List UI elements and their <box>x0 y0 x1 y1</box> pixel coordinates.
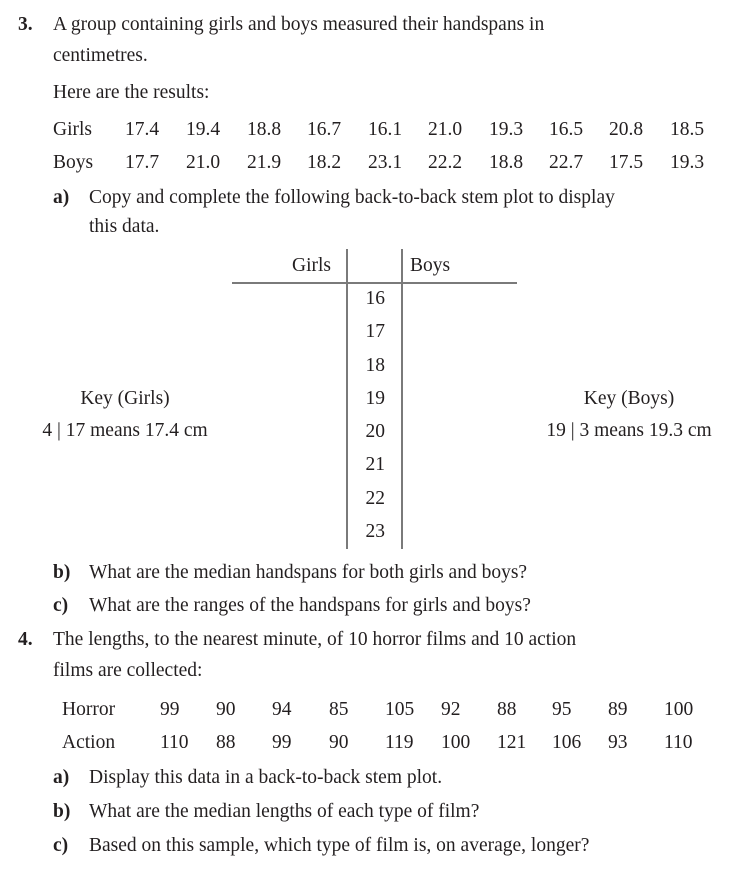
data-cell: 21.0 <box>428 119 463 140</box>
question-number: 3. <box>18 14 33 35</box>
question-text-line2: centimetres. <box>53 45 148 66</box>
data-cell: 18.2 <box>307 152 342 173</box>
data-cell: 20.8 <box>609 119 644 140</box>
key-girls-title: Key (Girls) <box>80 388 170 409</box>
part-a-text-line1: Copy and complete the following back-to-back stem plot to display <box>89 187 615 208</box>
data-cell: 18.8 <box>247 119 282 140</box>
data-cell: 90 <box>329 732 349 753</box>
stem-plot-right-divider <box>401 249 403 549</box>
part-label: c) <box>53 595 69 616</box>
data-cell: 23.1 <box>368 152 403 173</box>
stem-plot-header-rule <box>232 282 517 284</box>
key-girls-text: 4 | 17 means 17.4 cm <box>42 420 208 441</box>
stem-value: 22 <box>365 488 385 509</box>
data-cell: 21.9 <box>247 152 282 173</box>
data-cell: 90 <box>216 699 236 720</box>
data-cell: 17.4 <box>125 119 160 140</box>
data-cell: 119 <box>385 732 414 753</box>
part-label: b) <box>53 801 71 822</box>
key-boys <box>514 388 744 442</box>
question-text-line1: A group containing girls and boys measured their handspans in <box>53 14 545 35</box>
part-label: c) <box>53 835 69 856</box>
part-c-text: Based on this sample, which type of film is, on average, longer? <box>89 835 590 856</box>
key-girls <box>10 388 240 442</box>
data-cell: 110 <box>160 732 189 753</box>
data-cell: 16.5 <box>549 119 584 140</box>
row-label: Action <box>62 732 116 753</box>
part-b-text: What are the median handspans for both girls and boys? <box>89 562 528 583</box>
data-cell: 19.3 <box>489 119 524 140</box>
results-intro: Here are the results: <box>53 82 210 103</box>
stem-value: 18 <box>365 355 385 376</box>
part-c-text: What are the ranges of the handspans for girls and boys? <box>89 595 531 616</box>
data-cell: 18.8 <box>489 152 524 173</box>
stem-value: 21 <box>365 454 385 475</box>
data-cell: 92 <box>441 699 461 720</box>
data-cell: 17.5 <box>609 152 644 173</box>
key-boys-text: 19 | 3 means 19.3 cm <box>546 420 712 441</box>
stem-plot-header-boys: Boys <box>410 255 451 276</box>
data-cell: 95 <box>552 699 572 720</box>
stem-value: 20 <box>365 421 385 442</box>
stem-value: 17 <box>365 321 385 342</box>
data-cell: 17.7 <box>125 152 160 173</box>
data-cell: 88 <box>497 699 517 720</box>
data-cell: 21.0 <box>186 152 221 173</box>
data-cell: 105 <box>385 699 415 720</box>
part-a-text-line2: this data. <box>89 216 160 237</box>
data-cell: 19.4 <box>186 119 221 140</box>
part-label: a) <box>53 187 70 208</box>
question-text-line1: The lengths, to the nearest minute, of 10 horror films and 10 action <box>53 629 577 650</box>
row-label: Girls <box>53 119 92 140</box>
data-cell: 100 <box>441 732 471 753</box>
data-cell: 22.2 <box>428 152 463 173</box>
data-cell: 94 <box>272 699 292 720</box>
data-cell: 89 <box>608 699 628 720</box>
data-cell: 121 <box>497 732 527 753</box>
part-a-text: Display this data in a back-to-back stem plot. <box>89 767 443 788</box>
question-number: 4. <box>18 629 33 650</box>
part-b-text: What are the median lengths of each type of film? <box>89 801 480 822</box>
stem-value: 19 <box>365 388 385 409</box>
data-cell: 18.5 <box>670 119 705 140</box>
row-label: Horror <box>62 699 116 720</box>
stem-plot-header-girls: Girls <box>292 255 331 276</box>
data-cell: 16.1 <box>368 119 403 140</box>
data-cell: 99 <box>160 699 180 720</box>
data-cell: 110 <box>664 732 693 753</box>
data-cell: 99 <box>272 732 292 753</box>
question-text-line2: films are collected: <box>53 660 203 681</box>
data-cell: 85 <box>329 699 349 720</box>
row-label: Boys <box>53 152 94 173</box>
data-cell: 16.7 <box>307 119 342 140</box>
data-cell: 88 <box>216 732 236 753</box>
key-boys-title: Key (Boys) <box>583 388 675 409</box>
data-cell: 106 <box>552 732 582 753</box>
part-label: b) <box>53 562 71 583</box>
data-cell: 93 <box>608 732 628 753</box>
part-label: a) <box>53 767 70 788</box>
data-cell: 22.7 <box>549 152 584 173</box>
stem-value: 16 <box>365 288 385 309</box>
data-cell: 19.3 <box>670 152 705 173</box>
stem-value: 23 <box>365 521 385 542</box>
data-cell: 100 <box>664 699 694 720</box>
